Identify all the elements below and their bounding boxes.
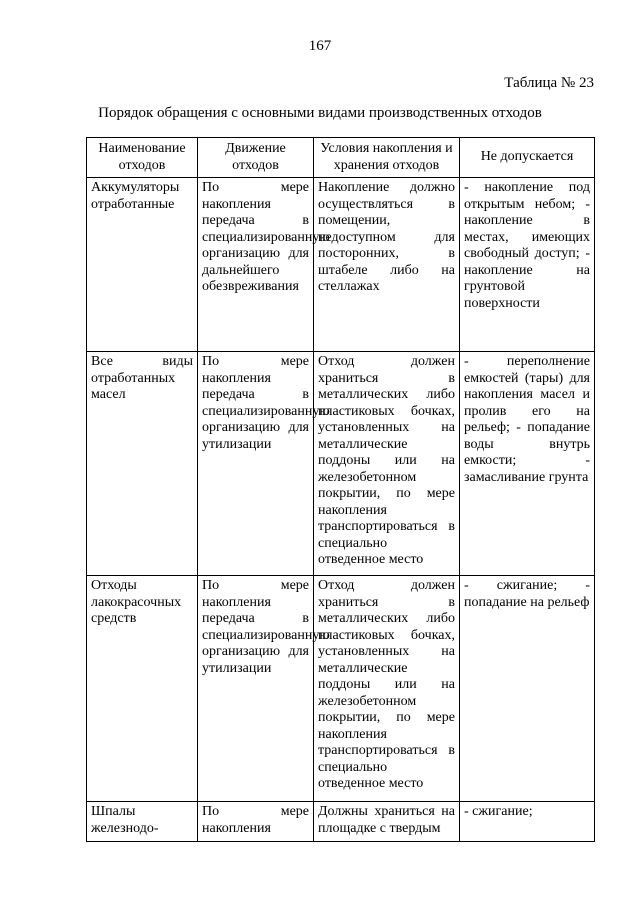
cell-waste-movement: По мере накопления передача в специализированную организацию для дальнейшего обезвреживания [198,178,314,352]
table-header-row [87,138,595,178]
waste-handling-table [86,137,595,842]
cell-storage-conditions: Накопление должно осуществляться в помещении, недоступном для посторонних, в штабеле либо на стеллажах [314,178,460,352]
header-waste-movement: Движение отходов [198,138,314,178]
cell-waste-name: Все виды отработанных масел [87,352,198,576]
cell-not-allowed: - сжигание; - попадание на рельеф [460,576,595,802]
header-storage-conditions: Условия накопления и хранения отходов [314,138,460,178]
cell-not-allowed: - сжигание; [460,802,595,842]
table-row [87,576,595,802]
cell-storage-conditions: Отход должен храниться в металлических либо пластиковых бочках, установленных на металлические поддоны или на железобетонном покрытии, по мере накопления транспортироваться в специально отведенное место [314,352,460,576]
table-row [87,352,595,576]
cell-storage-conditions: Отход должен храниться в металлических либо пластиковых бочках, установленных на металлические поддоны или на железобетонном покрытии, по мере накопления транспортироваться в специально отведенное место [314,576,460,802]
table-number: Таблица № 23 [504,75,594,91]
cell-not-allowed: - переполнение емкостей (тары) для накопления масел и пролив его на рельеф; - попадание воды внутрь емкости; - замасливание грунта [460,352,595,576]
cell-waste-movement: По мере накопления передача в специализированную организацию для утилизации [198,576,314,802]
table-row [87,178,595,352]
cell-waste-movement: По мере накопления [198,802,314,842]
cell-waste-movement: По мере накопления передача в специализированную организацию для утилизации [198,352,314,576]
cell-waste-name: Отходы лакокрасочных средств [87,576,198,802]
cell-storage-conditions: Должны храниться на площадке с твердым [314,802,460,842]
cell-waste-name: Аккумуляторы отработанные [87,178,198,352]
cell-not-allowed: - накопление под открытым небом; - накопление в местах, имеющих свободный доступ; - накопление на грунтовой поверхности [460,178,595,352]
table-title: Порядок обращения с основными видами производственных отходов [98,105,542,121]
header-waste-name: Наименование отходов [87,138,198,178]
table-row [87,802,595,842]
cell-waste-name: Шпалы железнодо- [87,802,198,842]
page-number: 167 [308,38,332,54]
header-not-allowed: Не допускается [460,138,595,178]
